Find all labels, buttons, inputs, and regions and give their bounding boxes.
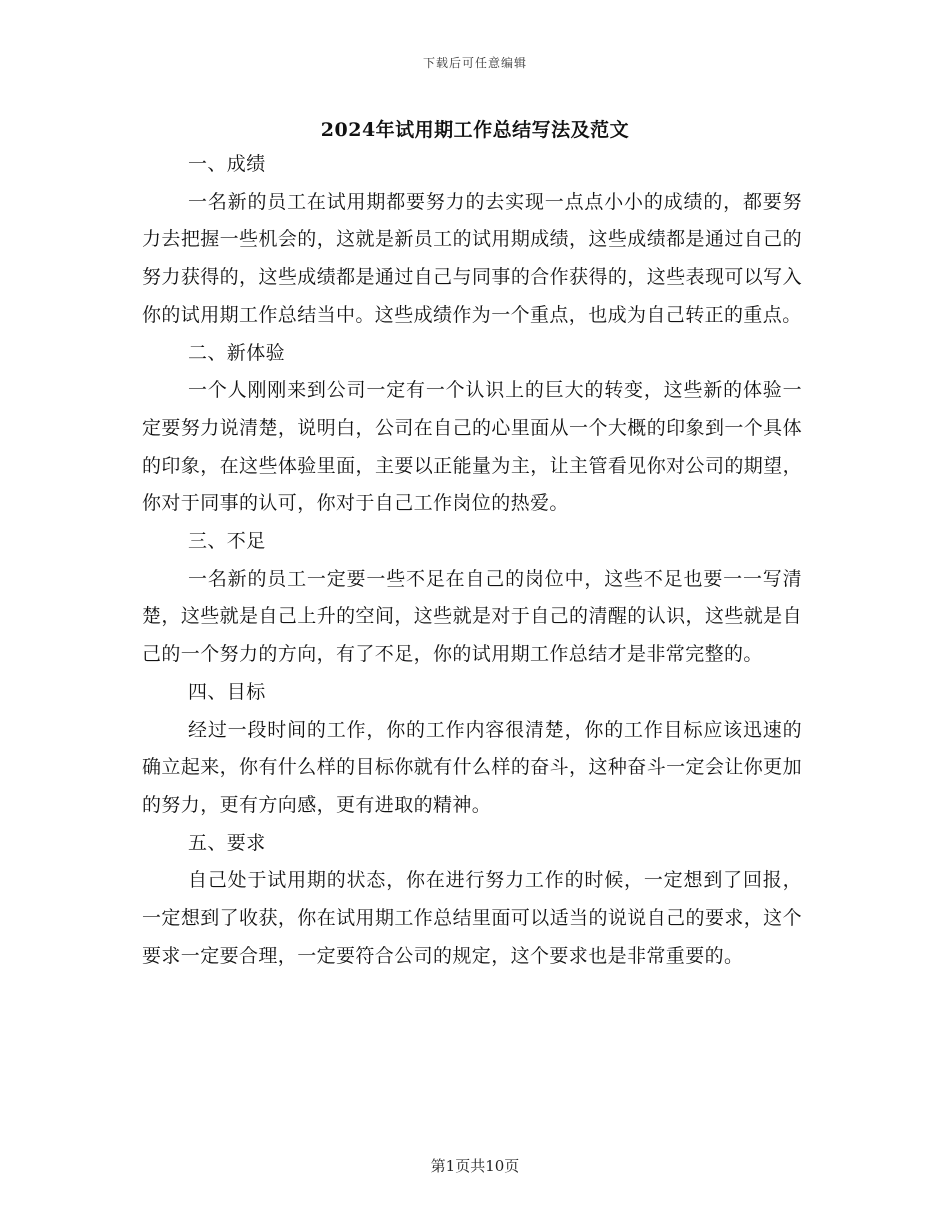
section-heading-3: 三、不足 — [188, 530, 266, 553]
document-body — [142, 146, 802, 975]
section-paragraph-3: 一名新的员工一定要一些不足在自己的岗位中，这些不足也要一一写清楚，这些就是自己上升的空间，这些就是对于自己的清醒的认识，这些就是自己的一个努力的方向，有了不足，你的试用期工作总结才是非常完整的。 — [142, 567, 802, 666]
section-paragraph-2: 一个人刚刚来到公司一定有一个认识上的巨大的转变，这些新的体验一定要努力说清楚，说明白，公司在自己的心里面从一个大概的印象到一个具体的印象，在这些体验里面，主要以正能量为主，让主管看见你对公司的期望，你对于同事的认可，你对于自己工作岗位的热爱。 — [142, 379, 802, 515]
document-title: 2024年试用期工作总结写法及范文 — [320, 119, 630, 141]
section-heading-1: 一、成绩 — [188, 153, 266, 175]
section-paragraph-1: 一名新的员工在试用期都要努力的去实现一点点小小的成绩的，都要努力去把握一些机会的，这就是新员工的试用期成绩，这些成绩都是通过自己的努力获得的，这些成绩都是通过自己与同事的合作获得的，这些表现可以写入你的试用期工作总结当中。这些成绩作为一个重点，也成为自己转正的重点。 — [142, 190, 802, 326]
section-paragraph-5: 自己处于试用期的状态，你在进行努力工作的时候，一定想到了回报，一定想到了收获，你在试用期工作总结里面可以适当的说说自己的要求，这个要求一定要合理，一定要符合公司的规定，这个要求也是非常重要的。 — [142, 869, 802, 967]
header-note: 下载后可任意编辑 — [422, 56, 527, 70]
page-number-footer: 第1页共10页 — [430, 1157, 520, 1175]
section-heading-4: 四、目标 — [188, 680, 266, 703]
section-heading-5: 五、要求 — [188, 831, 266, 854]
section-heading-2: 二、新体验 — [188, 341, 286, 364]
section-paragraph-4: 经过一段时间的工作，你的工作内容很清楚，你的工作目标应该迅速的确立起来，你有什么样的目标你就有什么样的奋斗，这种奋斗一定会让你更加的努力，更有方向感，更有进取的精神。 — [142, 718, 802, 816]
